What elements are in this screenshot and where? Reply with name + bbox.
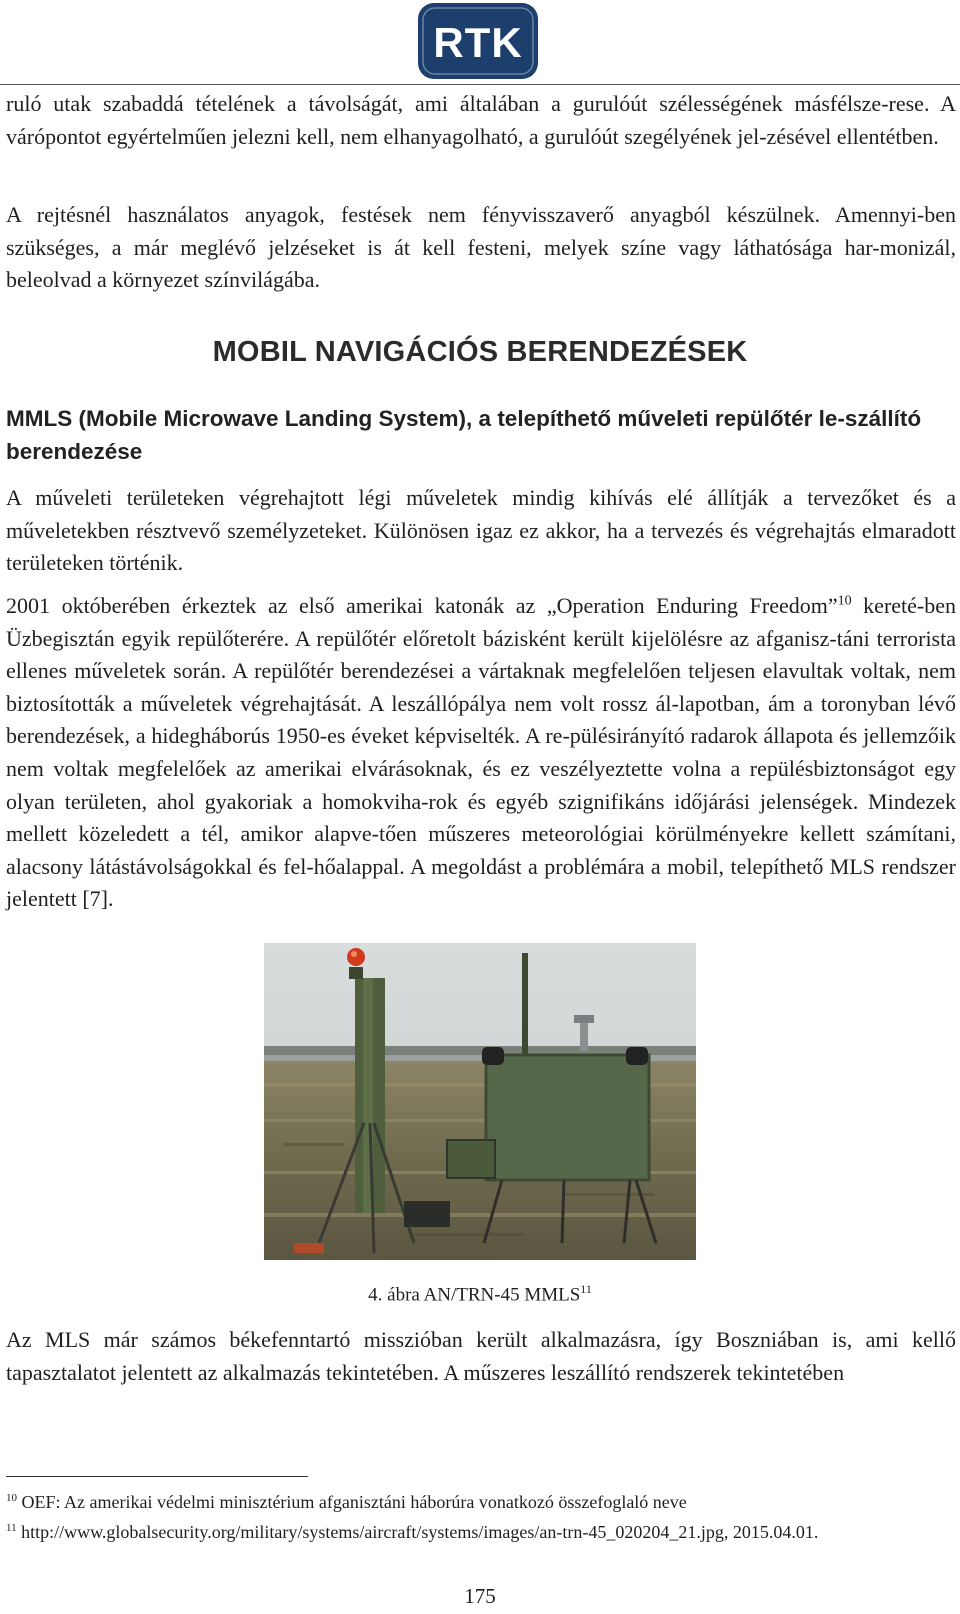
footnote-ref-10[interactable]: 10 [837,593,852,609]
page-number: 175 [464,1584,496,1608]
figure-caption-text: 4. ábra AN/TRN-45 MMLS [368,1284,581,1306]
footnote-11-number: 11 [6,1522,17,1534]
footnote-11 [6,1522,956,1543]
logo-text: RTK [433,19,523,66]
footnote-11-link[interactable]: http://www.globalsecurity.org/military/systems/aircraft/systems/images/an-trn-45_020204_21.jpg, 2015.04.01. [16,1522,819,1542]
subsection-heading: MMLS (Mobile Microwave Landing System), a telepíthető műveleti repülőtér le-szállító berendezése [6,406,922,464]
footnote-10-number: 10 [6,1492,17,1504]
footnote-10-text: OEF: Az amerikai védelmi minisztérium afganisztáni háborúra vonatkozó összefoglaló neve [17,1492,687,1512]
rtk-logo [417,2,539,80]
mmls-photo [264,943,696,1260]
paragraph-bosnia: Az MLS már számos békefenntartó misszióban került alkalmazásra, így Boszniában is, ami kellő tapasztalatot jelentett az alkalmazás tekintetében. A műszeres leszállító rendszerek tekintetében [6,1327,956,1385]
footnote-ref-11[interactable]: 11 [580,1282,592,1296]
paragraph-taxiway: ruló utak szabaddá tételének a távolságát, ami általában a gurulóút szélességének másfélsze-rese. A várópontot egyértelműen jelezni kell, nem elhanyagolható, a gurulóút szegélyének jel-zésével ellentétben. [6,91,956,149]
paragraph-camouflage: A rejtésnél használatos anyagok, festések nem fényvisszaverő anyagból készülnek. Amennyi-ben szükséges, a már meglévő jelzéseket is át kell festeni, melyek színe vagy láthatósága har-monizál, beleolvad a környezet színvilágába. [6,202,956,293]
paragraph-uzbekistan-part2: kereté-ben Üzbegisztán egyik repülőterére. A repülőtér előretolt bázisként került kijelölésre az afganisz-táni terrorista ellenes műveletek során. A repülőtér berendezései a vártaknak megfelelően teljesen elavultak voltak, nem biztosították a műveletek végrehajtását. A leszállópálya nem volt rossz ál-lapotban, ám a toronyban lévő berendezések, a hidegháborús 1950-es éveket képviselték. A re-pülésirányító radarok állapota és jellemzőik nem voltak megfelelőek az amerikai elvárásoknak, és ez veszélyeztette volna a repülésbiztonságot egy olyan területen, ahol gyakoriak a homokviha-rok és egyéb szignifikáns időjárási jelenségek. Mindezek mellett közeledett a tél, amikor alapve-tően műszeres meteorológiai körülményekre kellett számítani, alacsony látástávolságokkal és fel-hőalappal. A megoldást a problémára a mobil, telepíthető MLS rendszer jelentett [7]. [6,593,957,912]
header-rule [0,84,960,85]
figure-caption [0,1282,960,1306]
section-heading: MOBIL NAVIGÁCIÓS BERENDEZÉSEK [212,336,748,368]
footnote-10 [6,1492,956,1513]
footnote-separator [6,1476,308,1477]
paragraph-uzbekistan-part1: 2001 októberében érkeztek az első amerikai katonák az „Operation Enduring Freedom” [6,593,838,618]
paragraph-operations: A műveleti területeken végrehajtott légi műveletek mindig kihívás elé állítják a tervezőket és a műveletekben résztvevő személyzeteket. Különösen igaz ez akkor, ha a tervezés és végrehajtás elmaradott területeken történik. [6,485,956,576]
paragraph-uzbekistan [6,590,956,916]
